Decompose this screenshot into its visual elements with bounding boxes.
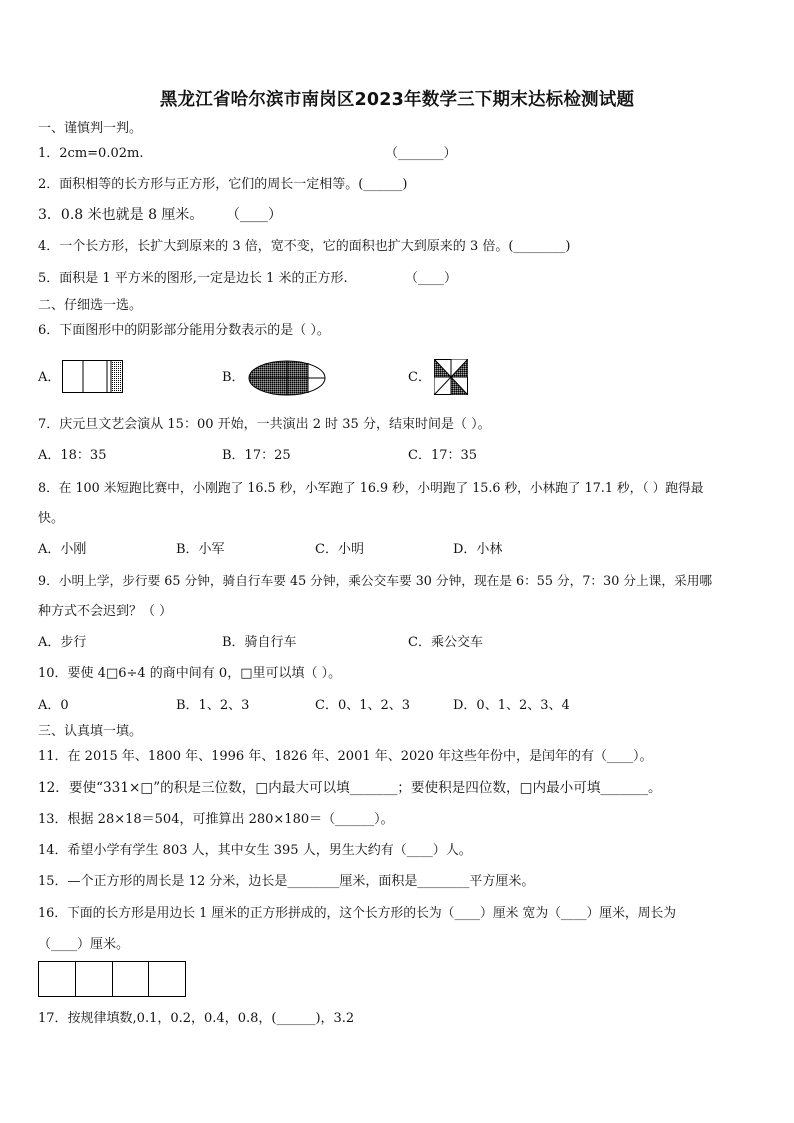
question-8: 8．在 100 米短跑比赛中，小刚跑了 16.5 秒，小军跑了 16.9 秒，小明跑了 15.6 秒，小林跑了 17.1 秒，（ ）跑得最 bbox=[38, 480, 704, 495]
question-16-cont: （____）厘米。 bbox=[38, 937, 130, 952]
q6-option-a-label[interactable]: A． bbox=[38, 370, 61, 385]
q6-option-b-label[interactable]: B． bbox=[222, 370, 245, 385]
q7-option-c[interactable]: C．17：35 bbox=[408, 448, 478, 463]
section-heading-2: 二、仔细选一选。 bbox=[38, 298, 143, 313]
question-4: 4．一个长方形，长扩大到原来的 3 倍，宽不变，它的面积也扩大到原来的 3 倍。(________) bbox=[38, 239, 571, 254]
section-heading-1: 一、谨慎判一判。 bbox=[38, 121, 143, 136]
q8-option-d[interactable]: D．小林 bbox=[453, 542, 503, 557]
q10-option-a[interactable]: A．0 bbox=[38, 698, 69, 713]
q7-option-b[interactable]: B．17：25 bbox=[222, 448, 291, 463]
q8-option-c[interactable]: C．小明 bbox=[315, 542, 364, 557]
grid-square bbox=[113, 962, 150, 996]
q8-option-b[interactable]: B．小军 bbox=[176, 542, 225, 557]
q6-figure-a-rectangle bbox=[62, 360, 124, 394]
question-9: 9．小明上学，步行要 65 分钟，骑自行车要 45 分钟，乘公交车要 30 分钟，现在是 6：55 分，7：30 分上课，采用哪 bbox=[38, 573, 713, 588]
question-1: 1．2cm=0.02m. bbox=[38, 146, 144, 161]
question-8-cont: 快。 bbox=[38, 511, 65, 526]
q7-option-a[interactable]: A．18：35 bbox=[38, 448, 107, 463]
question-1-blank[interactable]: （_______） bbox=[385, 146, 457, 161]
question-5: 5．面积是 1 平方米的图形,一定是边长 1 米的正方形. bbox=[38, 271, 348, 286]
q6-figure-c-square bbox=[434, 359, 468, 395]
question-9-cont: 种方式不会迟到？（ ） bbox=[38, 604, 173, 619]
section-heading-3: 三、认真填一填。 bbox=[38, 724, 143, 739]
q16-rectangle-grid bbox=[38, 961, 186, 997]
q10-option-b[interactable]: B．1、2、3 bbox=[176, 698, 250, 713]
question-17: 17．按规律填数,0.1，0.2，0.4，0.8，(______)，3.2 bbox=[38, 1011, 355, 1026]
q10-option-c[interactable]: C．0、1、2、3 bbox=[315, 698, 411, 713]
q9-option-a[interactable]: A．步行 bbox=[38, 635, 87, 650]
grid-square bbox=[76, 962, 113, 996]
question-2: 2．面积相等的长方形与正方形，它们的周长一定相等。(______) bbox=[38, 177, 408, 192]
q10-option-d[interactable]: D．0、1、2、3、4 bbox=[453, 698, 570, 713]
question-13: 13．根据 28×18＝504，可推算出 280×180＝（______）。 bbox=[38, 812, 394, 827]
question-3: 3．0.8 米也就是 8 厘米。 bbox=[38, 207, 204, 223]
q6-option-c-label[interactable]: C． bbox=[408, 370, 431, 385]
page-title: 黑龙江省哈尔滨市南岗区2023年数学三下期末达标检测试题 bbox=[159, 90, 635, 110]
q9-option-c[interactable]: C．乘公交车 bbox=[408, 635, 483, 650]
question-12: 12．要使“331×□”的积是三位数，□内最大可以填_______；要使积是四位数，□内最小可填_______。 bbox=[38, 780, 662, 796]
question-15: 15．—个正方形的周长是 12 分米，边长是________厘米，面积是________平方厘米。 bbox=[38, 874, 535, 889]
question-10: 10．要使 4□6÷4 的商中间有 0，□里可以填（ ）。 bbox=[38, 666, 342, 681]
grid-square bbox=[39, 962, 76, 996]
question-14: 14．希望小学有学生 803 人，其中女生 395 人，男生大约有（____）人。 bbox=[38, 843, 472, 858]
question-6: 6．下面图形中的阴影部分能用分数表示的是（ ）。 bbox=[38, 323, 330, 338]
question-16: 16．下面的长方形是用边长 1 厘米的正方形拼成的，这个长方形的长为（____）厘米 宽为（____）厘米，周长为 bbox=[38, 906, 677, 921]
grid-square bbox=[149, 962, 185, 996]
question-3-blank[interactable]: （____） bbox=[226, 207, 282, 223]
q9-option-b[interactable]: B．骑自行车 bbox=[222, 635, 297, 650]
q6-figure-b-ellipse bbox=[248, 360, 326, 396]
question-11: 11．在 2015 年、1800 年、1996 年、1826 年、2001 年、2020 年这些年份中，是闰年的有（____）。 bbox=[38, 749, 653, 764]
question-7: 7．庆元旦文艺会演从 15：00 开始，一共演出 2 时 35 分，结束时间是（ ）。 bbox=[38, 417, 491, 432]
question-5-blank[interactable]: （____） bbox=[405, 271, 458, 286]
q8-option-a[interactable]: A．小刚 bbox=[38, 542, 87, 557]
